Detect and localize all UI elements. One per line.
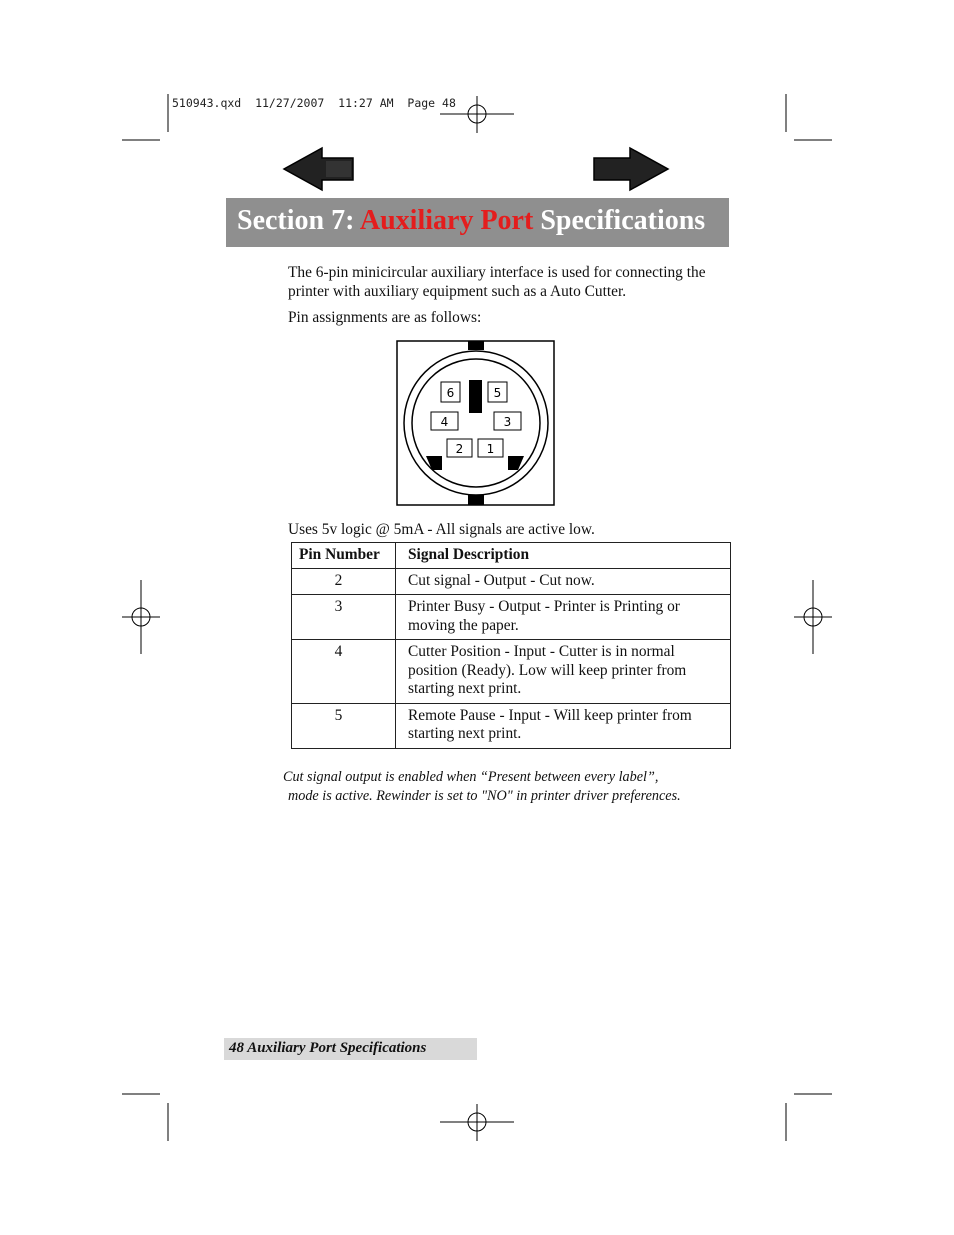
pin-label-4: 4 <box>440 415 449 429</box>
description-cell: Remote Pause - Input - Will keep printer from starting next print. <box>396 703 731 748</box>
registration-mark-right <box>794 580 832 654</box>
footer-text: 48 Auxiliary Port Specifications <box>229 1040 427 1056</box>
table-row <box>292 595 731 640</box>
previous-page-arrow[interactable] <box>282 146 356 192</box>
pin-label-1: 1 <box>486 442 495 456</box>
pin-cell: 2 <box>292 568 396 595</box>
registration-mark-bottom <box>440 1104 514 1141</box>
pin-assignment-table <box>291 542 731 749</box>
connector-diagram <box>396 340 556 507</box>
registration-mark-top <box>440 96 514 133</box>
right-arrow-icon <box>594 148 668 190</box>
pin-intro-text: Pin assignments are as follows: <box>288 309 482 326</box>
table-row <box>292 640 731 704</box>
table-row <box>292 703 731 748</box>
pin-label-5: 5 <box>493 386 502 400</box>
next-page-arrow[interactable] <box>592 146 670 192</box>
cut-signal-note <box>283 768 753 806</box>
table-header-row <box>292 543 731 569</box>
pin-label-2: 2 <box>455 442 464 456</box>
title-accent: Auxiliary Port <box>359 205 534 236</box>
page-footer <box>224 1038 477 1060</box>
section-title-bar <box>226 198 729 247</box>
title-prefix: Section 7: <box>237 205 360 236</box>
pin-cell: 5 <box>292 703 396 748</box>
title-suffix: Specifications <box>533 205 706 236</box>
note-line-2: mode is active. Rewinder is set to "NO" in printer driver preferences. <box>288 788 681 804</box>
description-cell: Cut signal - Output - Cut now. <box>396 568 731 595</box>
registration-mark-left <box>122 580 160 654</box>
header-signal-description: Signal Description <box>396 543 731 569</box>
pin-cell: 4 <box>292 640 396 704</box>
header-pin-number: Pin Number <box>292 543 396 569</box>
pin-label-3: 3 <box>503 415 512 429</box>
note-line-1: Cut signal output is enabled when “Present between every label”, <box>283 769 659 785</box>
logic-note: Uses 5v logic @ 5mA - All signals are active low. <box>288 521 595 538</box>
description-cell: Cutter Position - Input - Cutter is in normal position (Ready). Low will keep printer from starting next print. <box>396 640 731 704</box>
pin-cell: 3 <box>292 595 396 640</box>
table-row <box>292 568 731 595</box>
file-slug: 510943.qxd 11/27/2007 11:27 AM Page 48 <box>172 96 456 110</box>
description-cell: Printer Busy - Output - Printer is Printing or moving the paper. <box>396 595 731 640</box>
pin-label-6: 6 <box>446 386 455 400</box>
intro-paragraph: The 6-pin minicircular auxiliary interface is used for connecting the printer with auxiliary equipment such as a Auto Cutter. <box>288 264 706 300</box>
section-title <box>237 205 705 237</box>
